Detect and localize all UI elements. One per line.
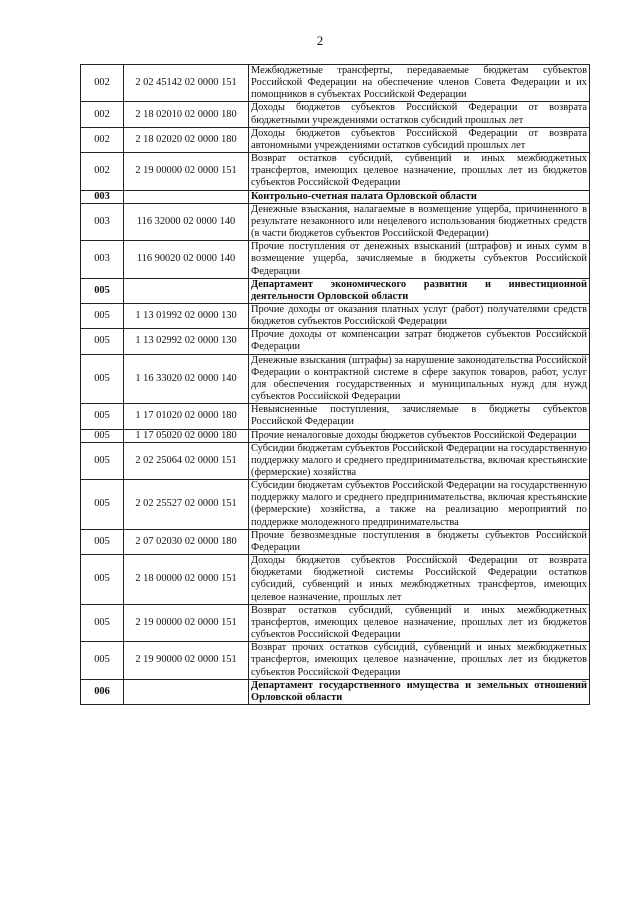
table-row xyxy=(81,102,590,127)
budget-code-cell: 1 16 33020 02 0000 140 xyxy=(124,354,249,404)
admin-code-cell: 005 xyxy=(81,529,124,554)
table-row xyxy=(81,429,590,442)
description-cell: Прочие доходы от компенсации затрат бюджетов субъектов Российской Федерации xyxy=(249,329,590,354)
page-number: 2 xyxy=(316,33,324,48)
table-row xyxy=(81,153,590,190)
budget-code-cell: 2 19 90000 02 0000 151 xyxy=(124,642,249,679)
admin-code-cell: 005 xyxy=(81,642,124,679)
description-cell: Доходы бюджетов субъектов Российской Федерации от возврата бюджетными учреждениями остатков субсидий прошлых лет xyxy=(249,102,590,127)
admin-code-cell: 005 xyxy=(81,429,124,442)
budget-code-cell xyxy=(124,190,249,203)
budget-code-cell: 2 02 25527 02 0000 151 xyxy=(124,480,249,530)
description-cell: Департамент государственного имущества и земельных отношений Орловской области xyxy=(249,679,590,704)
description-cell: Контрольно-счетная палата Орловской области xyxy=(249,190,590,203)
admin-code-cell: 002 xyxy=(81,153,124,190)
table-row xyxy=(81,203,590,240)
description-cell: Невыясненные поступления, зачисляемые в бюджеты субъектов Российской Федерации xyxy=(249,404,590,429)
description-cell: Межбюджетные трансферты, передаваемые бюджетам субъектов Российской Федерации на обеспечение членов Совета Федерации и их помощников в субъектах Российской Федерации xyxy=(249,65,590,102)
budget-code-cell: 2 02 45142 02 0000 151 xyxy=(124,65,249,102)
table-row xyxy=(81,65,590,102)
description-cell: Прочие доходы от оказания платных услуг (работ) получателями средств бюджетов субъектов Российской Федерации xyxy=(249,303,590,328)
revenue-codes-table xyxy=(80,64,590,705)
table-row xyxy=(81,127,590,152)
budget-code-cell: 2 07 02030 02 0000 180 xyxy=(124,529,249,554)
admin-code-cell: 005 xyxy=(81,604,124,641)
description-cell: Доходы бюджетов субъектов Российской Федерации от возврата бюджетами бюджетной системы Российской Федерации остатков субсидий, субвенций и иных межбюджетных трансфертов, имеющих целевое назначение, прошлых лет xyxy=(249,555,590,605)
budget-code-cell: 2 18 02010 02 0000 180 xyxy=(124,102,249,127)
table-row xyxy=(81,442,590,479)
description-cell: Субсидии бюджетам субъектов Российской Федерации на государственную поддержку малого и среднего предпринимательства, включая крестьянские (фермерские) хозяйства xyxy=(249,442,590,479)
budget-code-cell: 2 19 00000 02 0000 151 xyxy=(124,153,249,190)
admin-code-cell: 005 xyxy=(81,354,124,404)
admin-code-cell: 002 xyxy=(81,127,124,152)
budget-code-cell xyxy=(124,679,249,704)
description-cell: Департамент экономического развития и инвестиционной деятельности Орловской области xyxy=(249,278,590,303)
admin-code-cell: 006 xyxy=(81,679,124,704)
budget-code-cell: 116 90020 02 0000 140 xyxy=(124,241,249,278)
description-cell: Доходы бюджетов субъектов Российской Федерации от возврата автономными учреждениями остатков субсидий прошлых лет xyxy=(249,127,590,152)
budget-code-cell: 2 02 25064 02 0000 151 xyxy=(124,442,249,479)
budget-code-cell: 1 17 05020 02 0000 180 xyxy=(124,429,249,442)
description-cell: Возврат остатков субсидий, субвенций и иных межбюджетных трансфертов, имеющих целевое назначение, прошлых лет из бюджетов субъектов Российской Федерации xyxy=(249,604,590,641)
admin-code-cell: 002 xyxy=(81,102,124,127)
admin-code-cell: 005 xyxy=(81,480,124,530)
description-cell: Денежные взыскания (штрафы) за нарушение законодательства Российской Федерации о контрактной системе в сфере закупок товаров, работ, услуг для обеспечения государственных и муниципальных нужд для нужд субъектов Российской Федерации xyxy=(249,354,590,404)
budget-code-cell: 2 18 00000 02 0000 151 xyxy=(124,555,249,605)
table-row xyxy=(81,604,590,641)
section-heading-row xyxy=(81,679,590,704)
description-cell: Прочие поступления от денежных взысканий (штрафов) и иных сумм в возмещение ущерба, зачисляемые в бюджеты субъектов Российской Федерации xyxy=(249,241,590,278)
section-heading-row xyxy=(81,278,590,303)
table-row xyxy=(81,555,590,605)
description-cell: Возврат прочих остатков субсидий, субвенций и иных межбюджетных трансфертов, имеющих целевое назначение, прошлых лет из бюджетов субъектов Российской Федерации xyxy=(249,642,590,679)
admin-code-cell: 005 xyxy=(81,329,124,354)
admin-code-cell: 005 xyxy=(81,278,124,303)
description-cell: Денежные взыскания, налагаемые в возмещение ущерба, причиненного в результате незаконного или нецелевого использования бюджетных средств (в части бюджетов субъектов Российской Федерации) xyxy=(249,203,590,240)
table-row xyxy=(81,529,590,554)
table-row xyxy=(81,642,590,679)
table-row xyxy=(81,354,590,404)
budget-code-cell: 1 13 01992 02 0000 130 xyxy=(124,303,249,328)
description-cell: Возврат остатков субсидий, субвенций и иных межбюджетных трансфертов, имеющих целевое назначение, прошлых лет из бюджетов субъектов Российской Федерации xyxy=(249,153,590,190)
admin-code-cell: 005 xyxy=(81,555,124,605)
admin-code-cell: 003 xyxy=(81,203,124,240)
budget-code-cell: 2 18 02020 02 0000 180 xyxy=(124,127,249,152)
admin-code-cell: 005 xyxy=(81,442,124,479)
admin-code-cell: 002 xyxy=(81,65,124,102)
table-row xyxy=(81,303,590,328)
admin-code-cell: 003 xyxy=(81,190,124,203)
budget-code-cell: 1 13 02992 02 0000 130 xyxy=(124,329,249,354)
budget-code-cell: 116 32000 02 0000 140 xyxy=(124,203,249,240)
description-cell: Субсидии бюджетам субъектов Российской Федерации на государственную поддержку малого и среднего предпринимательства, включая крестьянские (фермерские) хозяйства, а также на реализацию мероприятий по поддержке молодежного предпринимательства xyxy=(249,480,590,530)
table-row xyxy=(81,329,590,354)
budget-code-cell: 2 19 00000 02 0000 151 xyxy=(124,604,249,641)
budget-code-cell xyxy=(124,278,249,303)
description-cell: Прочие безвозмездные поступления в бюджеты субъектов Российской Федерации xyxy=(249,529,590,554)
section-heading-row xyxy=(81,190,590,203)
table-row xyxy=(81,241,590,278)
budget-code-cell: 1 17 01020 02 0000 180 xyxy=(124,404,249,429)
admin-code-cell: 003 xyxy=(81,241,124,278)
admin-code-cell: 005 xyxy=(81,404,124,429)
description-cell: Прочие неналоговые доходы бюджетов субъектов Российской Федерации xyxy=(249,429,590,442)
table-row xyxy=(81,480,590,530)
table-row xyxy=(81,404,590,429)
table-body xyxy=(81,65,590,705)
admin-code-cell: 005 xyxy=(81,303,124,328)
